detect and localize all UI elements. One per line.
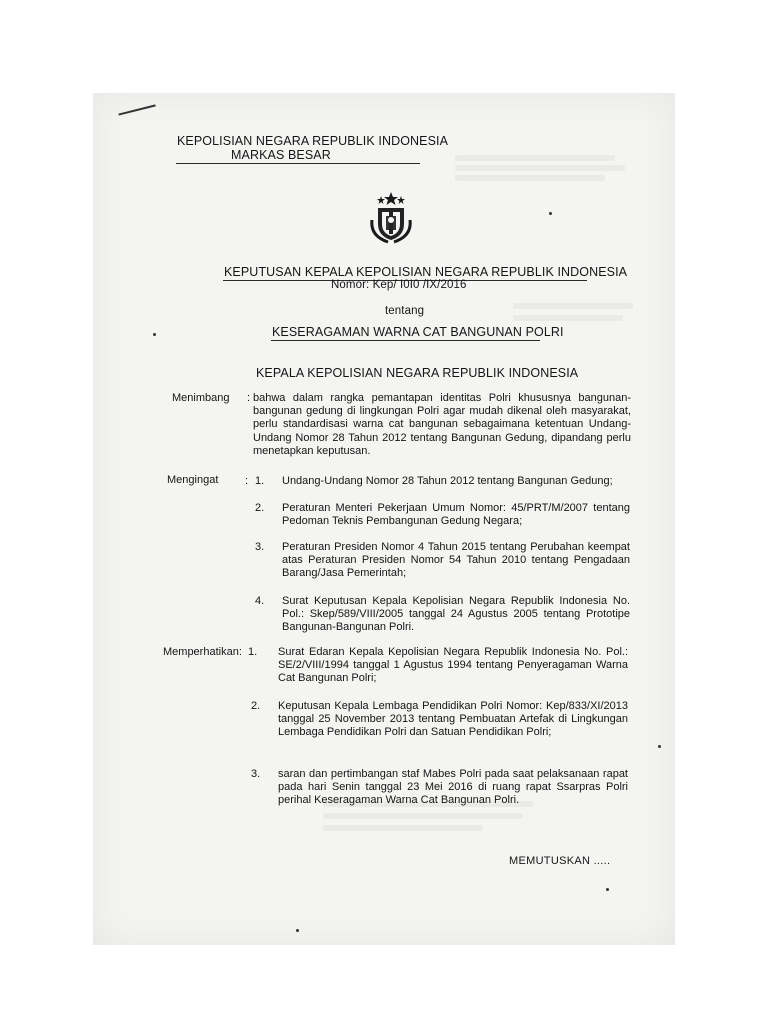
decree-number: Nomor: Kep/ I0I0 /IX/2016 (331, 279, 467, 291)
scan-speck (549, 212, 552, 215)
mengingat-item-number: 4. (255, 595, 265, 607)
header-underline (176, 163, 420, 164)
menimbang-label: Menimbang (172, 392, 230, 404)
mengingat-colon: : (245, 475, 249, 487)
memperhatikan-item-number: 2. (251, 700, 261, 712)
decree-subject-underline (271, 340, 540, 341)
mengingat-item-text: Surat Keputusan Kepala Kepolisian Negara Republik Indonesia No. Pol.: Skep/589/VIII/2005 tanggal 24 Agustus 2005 tentang Prototipe Bangunan-Bangunan Polri. (282, 595, 630, 634)
about-word: tentang (385, 305, 425, 317)
decree-title: KEPUTUSAN KEPALA KEPOLISIAN NEGARA REPUBLIK INDONESIA (224, 265, 628, 279)
decree-issuer: KEPALA KEPOLISIAN NEGARA REPUBLIK INDONESIA (256, 366, 579, 380)
menimbang-text: bahwa dalam rangka pemantapan identitas Polri khususnya bangunan-bangunan gedung di lingkungan Polri agar mudah dikenal oleh masyarakat, perlu standardisasi warna cat bangunan sebagaimana ketentuan Undang-Undang Nomor 28 Tahun 2012 tentang Bangunan Gedung, dipandang perlu menetapkan keputusan. (253, 392, 631, 457)
mengingat-item-text: Undang-Undang Nomor 28 Tahun 2012 tentang Bangunan Gedung; (282, 475, 613, 487)
mengingat-item-text: Peraturan Presiden Nomor 4 Tahun 2015 tentang Perubahan keempat atas Peraturan Presiden Nomor 54 Tahun 2010 tentang Pengadaan Barang/Jasa Pemerintah; (282, 541, 630, 580)
mengingat-item-text: Peraturan Menteri Pekerjaan Umum Nomor: 45/PRT/M/2007 tentang Pedoman Teknis Pembangunan Gedung Negara; (282, 502, 630, 528)
scan-speck (296, 929, 299, 932)
org-name: KEPOLISIAN NEGARA REPUBLIK INDONESIA (177, 134, 449, 148)
memperhatikan-item-text: Surat Edaran Kepala Kepolisian Negara Republik Indonesia No. Pol.: SE/2/VIII/1994 tanggal 1 Agustus 1994 tentang Penyeragaman Warna Cat Bangunan Polri; (278, 646, 628, 685)
scan-speck (658, 745, 661, 748)
memperhatikan-item-text: Keputusan Kepala Lembaga Pendidikan Polri Nomor: Kep/833/XI/2013 tanggal 25 November 2013 tentang Pembuatan Artefak di Lingkungan Lembaga Pendidikan Polri dan Satuan Pendidikan Polri; (278, 700, 628, 739)
org-subname: MARKAS BESAR (231, 148, 331, 162)
decree-subject: KESERAGAMAN WARNA CAT BANGUNAN POLRI (272, 325, 564, 339)
memperhatikan-item-text: saran dan pertimbangan staf Mabes Polri pada saat pelaksanaan rapat pada hari Senin tanggal 23 Mei 2016 di ruang rapat Ssarpras Polri perihal Keseragaman Warna Cat Bangunan Polri. (278, 768, 628, 807)
closing-decision: MEMUTUSKAN ..... (509, 855, 611, 867)
memperhatikan-label: Memperhatikan: (163, 646, 242, 658)
scan-speck (153, 333, 156, 336)
polri-emblem-icon (364, 190, 418, 246)
mengingat-item-number: 1. (255, 475, 265, 487)
scan-speck (606, 888, 609, 891)
menimbang-colon: : (247, 392, 251, 404)
memperhatikan-item-number: 3. (251, 768, 261, 780)
mengingat-item-number: 3. (255, 541, 265, 553)
mengingat-label: Mengingat (167, 474, 219, 486)
mengingat-item-number: 2. (255, 502, 265, 514)
scan-mark (118, 104, 155, 115)
memperhatikan-item-number: 1. (248, 646, 258, 658)
